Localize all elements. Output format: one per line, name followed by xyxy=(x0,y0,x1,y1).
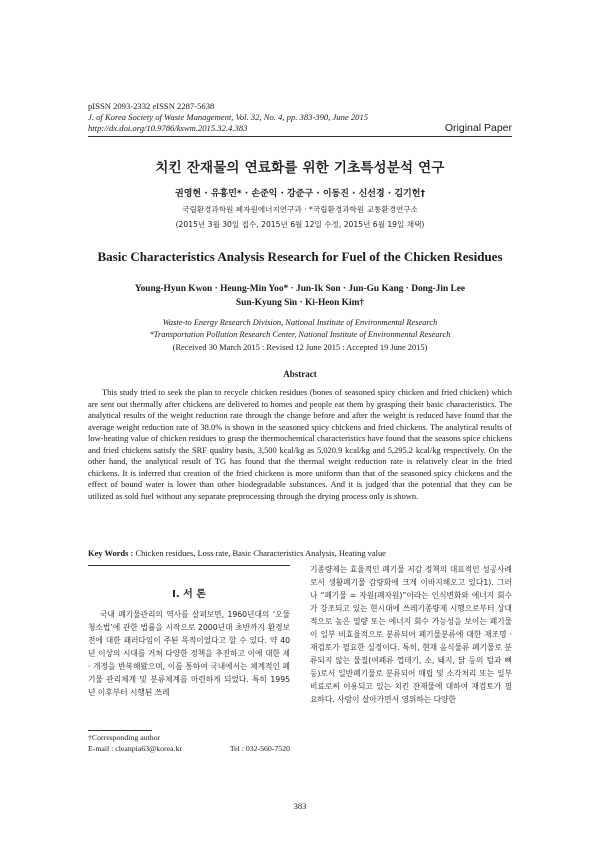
keywords xyxy=(88,548,512,559)
english-affiliation-line1: Waste-to Energy Research Division, National Institute of Environmental Research xyxy=(162,318,438,327)
korean-title: 치킨 잔재물의 연료화를 위한 기초특성분석 연구 xyxy=(155,160,445,176)
page-number: 383 xyxy=(293,801,307,811)
english-authors xyxy=(60,282,540,310)
header-divider xyxy=(88,136,512,137)
journal-citation: J. of Korea Society of Waste Management, Vol. 32, No. 4, pp. 383-390, June 2015 xyxy=(88,112,369,122)
doi-link[interactable]: http://dx.doi.org/10.9786/kswm.2015.32.4.383 xyxy=(88,123,248,133)
abstract-text: This study tried to seek the plan to recycle chicken residues (bones of seasoned spicy chicken and fried chicken) which are sent out thermally after chickens are delivered to homes and people eat them by grasping their basic characteristics. The analytical results of the weight reduction rate through the change before and after the weight is reduced have found that the average weight reduction rate of 38.0% is shown in the seasoned spicy chickens and fried chickens. The analytical results of low-heating value of chicken residues to grasp the thermochemical characteristics have found that the seasons spice chickens and fried chickens satisfy the SRF quality basis, 3,500 kcal/kg as 5,020.9 kcal/kg and 5,295.2 kcal/kg respectively. On the other hand, the analytical result of TG has found that the thermal weight reduction rate is relatively clear in the fried chickens. It is inferred that creation of the fried chickens is more uniform than that of the seasoned spicy chickens and the effect of bound water is lower than other biodegradable substances. And it is judged that the potential that they can be utilized as sold fuel without any separate preprocessing through the drying process only is shown. xyxy=(88,387,512,501)
english-affiliation-line2: *Transportation Pollution Research Center, National Institute of Environmental Research xyxy=(149,330,451,339)
keywords-label: Key Words : xyxy=(88,548,134,558)
body-column-right: 기종량제는 효율적인 폐기물 저감 정책의 대표적인 성공사례로서 생활폐기물 감량화에 크게 이바지해오고 있다1). 그러나 “폐기물 = 자원(폐자원)”이라는 인식변화와 에너지 회수가 강조되고 있는 현시대에 쓰레기종량제 시행으로부터 상대적으로 높은 열량 또는 에너지 회수 가능성을 보이는 폐기물이 일부 비효율적으로 분류되어 폐기물분류에 대한 재조명 · 재검토가 필요한 실정이다. 특히, 현재 음식물류 폐기물로 분류되지 않는 물질(여폐류 껍데기, 소, 돼지, 닭 등의 털과 뼈 등)로서 일반폐기물로 분류되어 매립 및 소각처리 또는 일부 비료로써 이용되고 있는 치킨 잔재물에 대하여 재검토가 필요하다. 사람이 살아가면서 영위하는 다양한 xyxy=(310,565,512,704)
article-type-badge: Original Paper xyxy=(444,122,512,134)
english-authors-line1: Young-Hyun Kwon · Heung-Min Yoo* · Jun-Ik Son · Jun-Gu Kang · Dong-Jin Lee xyxy=(134,284,466,294)
korean-dates: (2015년 3월 30일 접수, 2015년 6월 12일 수정, 2015년 6월 19일 채택) xyxy=(175,220,425,229)
korean-authors: 권영현 · 유흥민* · 손준익 · 강준구 · 이동진 · 신선경 · 김기헌† xyxy=(175,189,425,199)
korean-affiliation: 국립환경과학원 폐자원에너지연구과 · *국립환경과학원 교통환경연구소 xyxy=(182,205,418,214)
corresponding-author-label: †Corresponding author xyxy=(88,733,161,742)
english-dates: (Received 30 March 2015 : Revised 12 June 2015 : Accepted 19 June 2015) xyxy=(172,343,428,352)
section-heading: I. 서 론 xyxy=(172,589,206,600)
keywords-divider xyxy=(88,565,290,566)
body-column-left: 국내 폐기물관리의 역사를 살펴보면, 1960년대의 ‘오물청소법’에 관한 법률을 시작으로 2000년대 초반까지 환경보전에 대한 패러다임이 주된 목적이었다고 할 수 있다. 약 40년 이상의 시대를 거쳐 다양한 정책을 추진하고 이에 대한 제 · 개정을 반복해왔으며, 이를 통하여 국내에서는 체계적인 폐기물 관리체계 및 분류체계를 마련하게 되었다. 특히 1995년 이후부터 시행된 쓰레 xyxy=(88,610,290,697)
keywords-text: Chicken residues, Loss rate, Basic Characteristics Analysis, Heating value xyxy=(133,548,386,558)
english-title: Basic Characteristics Analysis Research for Fuel of the Chicken Residues xyxy=(97,249,503,264)
english-affiliation xyxy=(60,317,540,341)
abstract-heading: Abstract xyxy=(283,369,317,379)
author-email[interactable]: E-mail : cleanpia63@korea.kr xyxy=(88,743,182,753)
author-tel: Tel : 032-560-7520 xyxy=(229,743,290,753)
english-authors-line2: Sun-Kyung Sin · Ki-Heon Kim† xyxy=(235,298,365,308)
footnote-divider xyxy=(88,730,152,731)
footnote xyxy=(88,733,290,754)
issn-line: pISSN 2093-2332 eISSN 2287-5638 xyxy=(88,101,215,111)
journal-header xyxy=(88,101,368,134)
